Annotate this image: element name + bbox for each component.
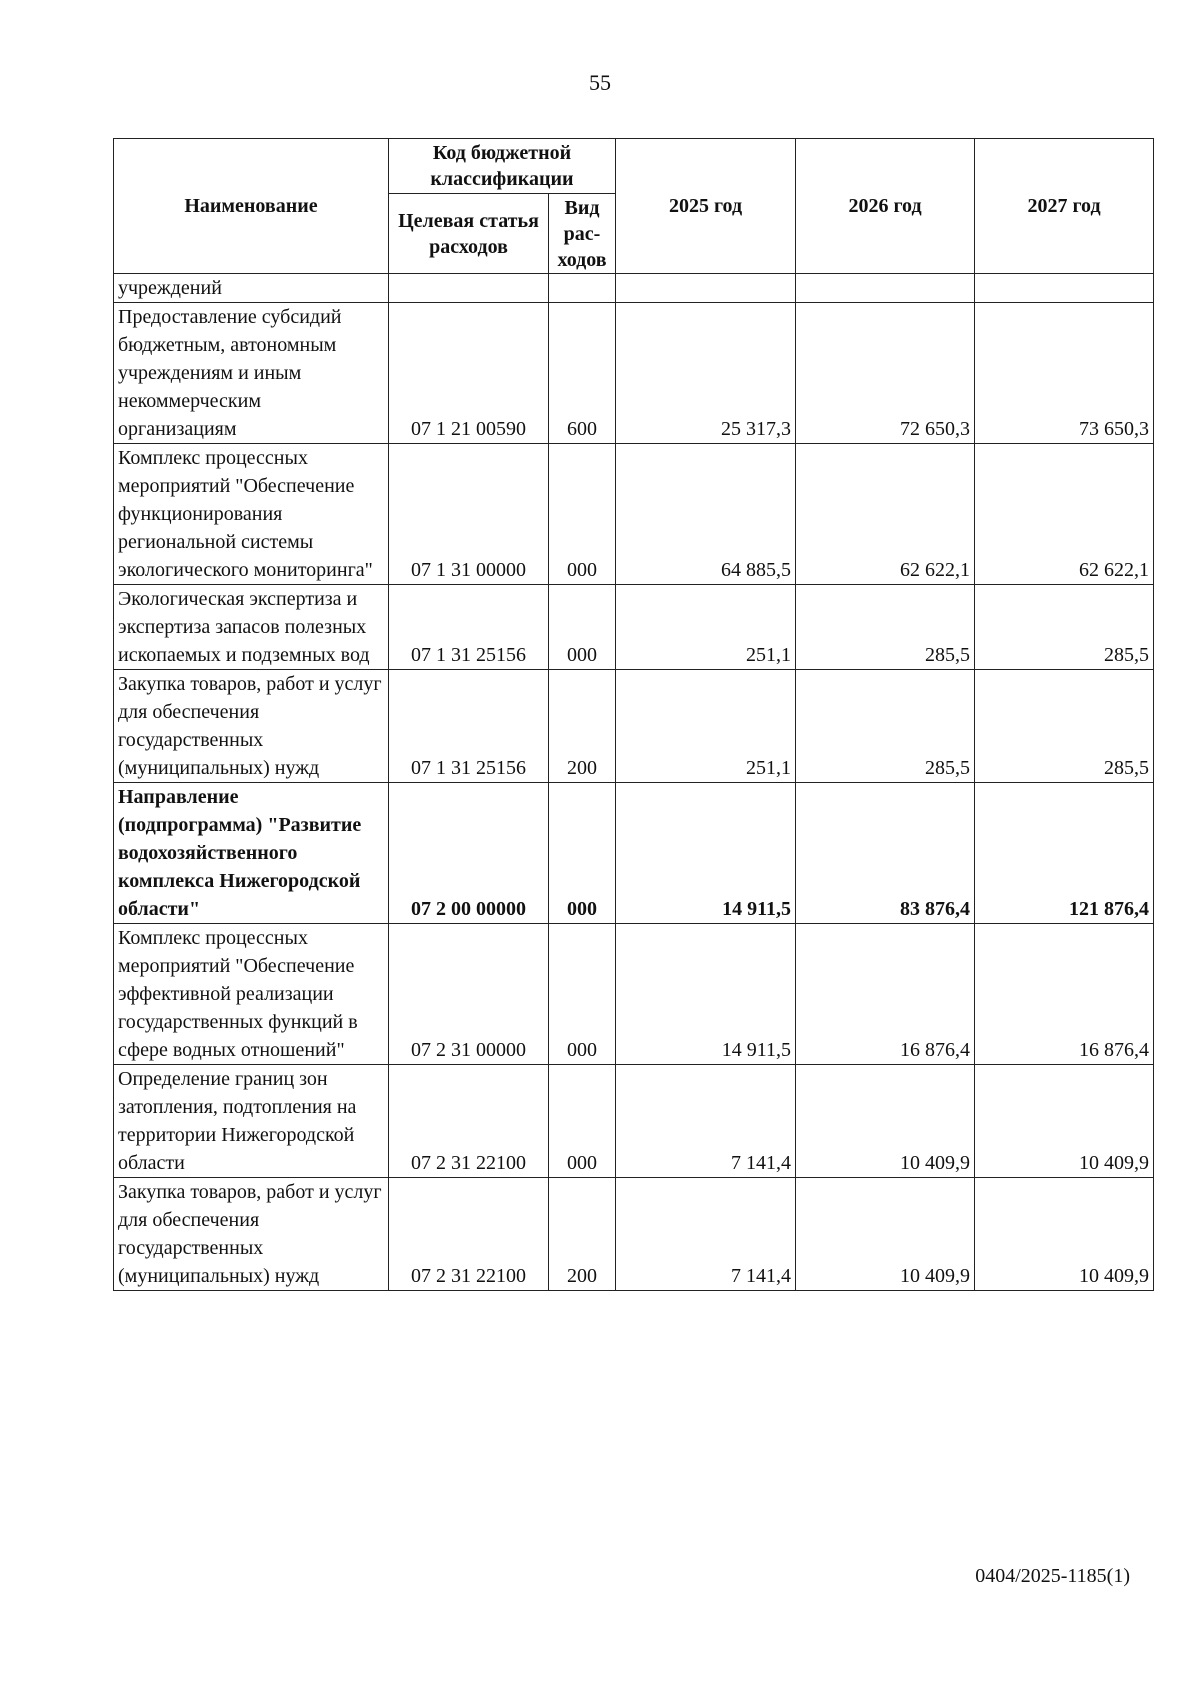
row-value-2025: 25 317,3 (616, 303, 796, 444)
table-row (114, 444, 1154, 585)
row-name: Определение границ зон затопления, подтопления на территории Нижегородской области (114, 1065, 389, 1178)
row-name: Предоставление субсидий бюджетным, автономным учреждениям и иным некоммерческим организациям (114, 303, 389, 444)
header-2027: 2027 год (975, 139, 1154, 274)
document-id: 0404/2025-1185(1) (975, 1565, 1130, 1587)
header-2026: 2026 год (796, 139, 975, 274)
row-code (389, 274, 549, 303)
row-value-2026: 10 409,9 (796, 1065, 975, 1178)
header-target-article: Целевая статья расходов (389, 194, 549, 274)
header-2025: 2025 год (616, 139, 796, 274)
row-expense-type: 000 (549, 585, 616, 670)
row-value-2026: 285,5 (796, 585, 975, 670)
row-name: Комплекс процессных мероприятий "Обеспечение эффективной реализации государственных функций в сфере водных отношений" (114, 924, 389, 1065)
row-value-2027: 285,5 (975, 670, 1154, 783)
row-value-2026: 16 876,4 (796, 924, 975, 1065)
header-name: Наименование (114, 139, 389, 274)
row-expense-type: 200 (549, 670, 616, 783)
row-code: 07 2 31 22100 (389, 1065, 549, 1178)
row-value-2025: 251,1 (616, 670, 796, 783)
row-value-2027: 10 409,9 (975, 1065, 1154, 1178)
row-code: 07 1 31 00000 (389, 444, 549, 585)
row-value-2027 (975, 274, 1154, 303)
row-name: Комплекс процессных мероприятий "Обеспечение функционирования региональной системы экологического мониторинга" (114, 444, 389, 585)
table-row (114, 585, 1154, 670)
row-value-2025: 64 885,5 (616, 444, 796, 585)
row-value-2027: 62 622,1 (975, 444, 1154, 585)
row-value-2027: 10 409,9 (975, 1178, 1154, 1291)
row-code: 07 2 00 00000 (389, 783, 549, 924)
row-value-2026: 62 622,1 (796, 444, 975, 585)
row-expense-type: 000 (549, 444, 616, 585)
row-name: Экологическая экспертиза и экспертиза запасов полезных ископаемых и подземных вод (114, 585, 389, 670)
budget-table (113, 138, 1154, 1291)
row-value-2025: 14 911,5 (616, 924, 796, 1065)
row-value-2027: 121 876,4 (975, 783, 1154, 924)
row-expense-type: 600 (549, 303, 616, 444)
row-value-2025 (616, 274, 796, 303)
row-value-2025: 7 141,4 (616, 1065, 796, 1178)
row-expense-type: 000 (549, 783, 616, 924)
row-expense-type: 000 (549, 1065, 616, 1178)
row-value-2026: 72 650,3 (796, 303, 975, 444)
header-code-group: Код бюджетной классификации (389, 139, 616, 194)
row-code: 07 1 21 00590 (389, 303, 549, 444)
row-name: Закупка товаров, работ и услуг для обеспечения государственных (муниципальных) нужд (114, 670, 389, 783)
row-value-2026: 285,5 (796, 670, 975, 783)
table-row (114, 1178, 1154, 1291)
row-value-2027: 16 876,4 (975, 924, 1154, 1065)
table-row (114, 783, 1154, 924)
table-row (114, 1065, 1154, 1178)
row-value-2026: 10 409,9 (796, 1178, 975, 1291)
row-code: 07 1 31 25156 (389, 585, 549, 670)
row-code: 07 2 31 22100 (389, 1178, 549, 1291)
row-value-2026: 83 876,4 (796, 783, 975, 924)
row-expense-type: 000 (549, 924, 616, 1065)
table-row (114, 274, 1154, 303)
table-row (114, 670, 1154, 783)
row-expense-type: 200 (549, 1178, 616, 1291)
page-number: 55 (589, 70, 611, 95)
row-value-2025: 251,1 (616, 585, 796, 670)
row-name: учреждений (114, 274, 389, 303)
row-value-2026 (796, 274, 975, 303)
table-row (114, 924, 1154, 1065)
row-value-2027: 73 650,3 (975, 303, 1154, 444)
row-code: 07 2 31 00000 (389, 924, 549, 1065)
row-expense-type (549, 274, 616, 303)
row-value-2027: 285,5 (975, 585, 1154, 670)
header-expense-type: Вид рас- ходов (549, 194, 616, 274)
table-row (114, 303, 1154, 444)
row-code: 07 1 31 25156 (389, 670, 549, 783)
row-value-2025: 14 911,5 (616, 783, 796, 924)
row-name: Направление (подпрограмма) "Развитие водохозяйственного комплекса Нижегородской области" (114, 783, 389, 924)
row-value-2025: 7 141,4 (616, 1178, 796, 1291)
table-body (114, 274, 1154, 1291)
row-name: Закупка товаров, работ и услуг для обеспечения государственных (муниципальных) нужд (114, 1178, 389, 1291)
